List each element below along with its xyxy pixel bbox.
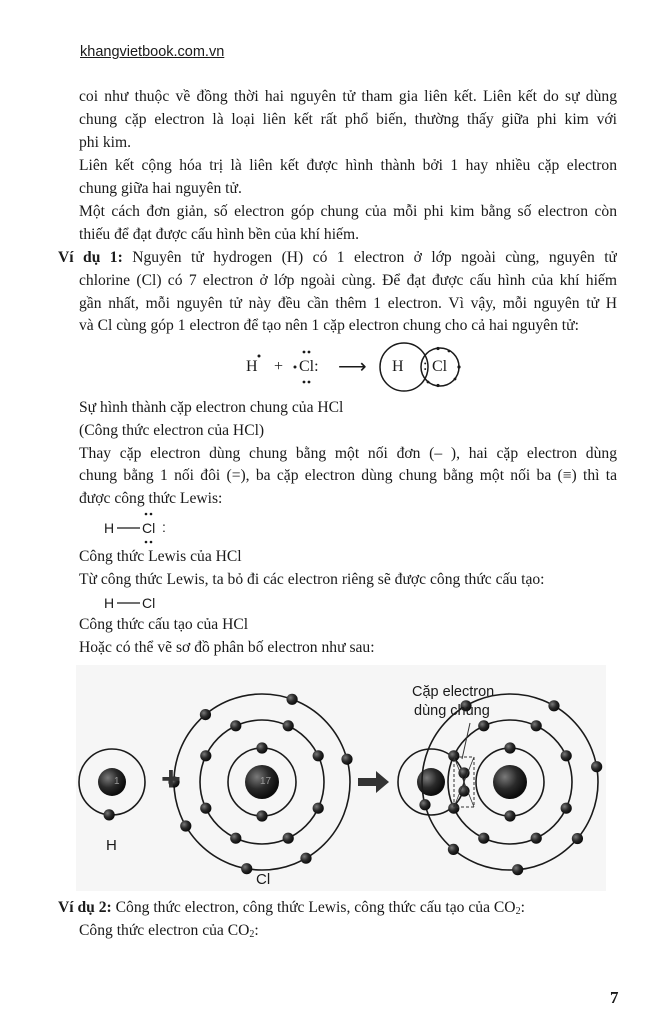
cl-valence-dot — [427, 381, 430, 384]
h-atom-label: H — [106, 837, 117, 854]
example-2-line-2 — [58, 920, 617, 943]
electron — [512, 864, 523, 875]
electron — [200, 709, 211, 720]
electron — [504, 810, 515, 821]
cl-valence-dot — [457, 365, 460, 368]
structural-h: H — [104, 595, 115, 611]
electron — [300, 853, 311, 864]
electron — [531, 833, 542, 844]
lewis-bottom-dot — [145, 541, 148, 544]
electron — [283, 720, 294, 731]
formula-plus: + — [274, 358, 284, 375]
electron — [313, 750, 324, 761]
electron — [548, 700, 559, 711]
bohr-diagram-svg — [76, 665, 606, 891]
electron — [561, 750, 572, 761]
arrow-icon — [358, 771, 389, 793]
text-line: Công thức electron, công thức Lewis, công thức cấu tạo của CO — [111, 899, 516, 916]
electron — [286, 694, 297, 705]
shared-pair-label-line2: dùng chung — [414, 703, 490, 719]
paragraph-2 — [79, 155, 617, 201]
example-1-label: Ví dụ 1: — [58, 249, 123, 266]
lewis-cl: Cl — [142, 520, 156, 536]
cl-valence-dot — [436, 384, 439, 387]
text-line: chung giữa hai nguyên tử. — [79, 179, 242, 197]
text-line: Liên kết cộng hóa trị là liên kết được hình thành bởi 1 hay nhiều cặp electron — [79, 157, 617, 174]
nucleus — [98, 768, 126, 796]
cl-left-dot — [294, 366, 297, 369]
example-2-line — [58, 897, 617, 920]
subscript: 2 — [249, 928, 255, 940]
paragraph-3 — [79, 201, 617, 247]
cl-bottom-dot — [303, 381, 306, 384]
text-line: Từ công thức Lewis, ta bỏ đi các electron riêng sẽ được công thức cấu tạo: — [79, 570, 545, 588]
example-1 — [58, 247, 617, 338]
electron — [256, 810, 267, 821]
electron — [504, 742, 515, 753]
formation-caption: Sự hình thành cặp electron chung của HCl — [79, 399, 344, 416]
lewis-h: H — [104, 520, 115, 536]
example-2-label: Ví dụ 2: — [58, 899, 112, 916]
lewis-top-dot — [145, 513, 148, 516]
electron — [561, 803, 572, 814]
text-line: Một cách đơn giản, số electron góp chung của mỗi phi kim bằng số electron còn — [79, 203, 617, 220]
nucleus — [493, 765, 527, 799]
shared-pair: : — [423, 357, 428, 374]
example-1-line — [58, 247, 617, 270]
text-line: Công thức electron của CO — [79, 921, 250, 939]
electron — [478, 720, 489, 731]
site-header[interactable]: khangvietbook.com.vn — [80, 44, 225, 60]
cl-top-dot — [303, 351, 306, 354]
cl-top-dot — [308, 351, 311, 354]
electron — [241, 863, 252, 874]
text-line: coi như thuộc về đồng thời hai nguyên tử tham gia liên kết. Liên kết do sự dùng — [79, 88, 617, 105]
formula-h: H — [246, 358, 258, 375]
page-number: 7 — [610, 988, 619, 1007]
electron — [478, 833, 489, 844]
captions-block-2 — [79, 546, 617, 592]
text-line: và Cl cùng góp 1 electron để tạo nên 1 cặp electron chung cho cả hai nguyên tử: — [79, 317, 579, 335]
text-line: thiếu để đạt được cấu hình bền của khí hiếm. — [79, 225, 359, 243]
cl-bottom-dot — [308, 381, 311, 384]
reaction-arrow: ⟶ — [338, 356, 367, 378]
cl-atom-label: Cl — [256, 871, 271, 888]
subscript: 2 — [515, 906, 521, 917]
product-h: H — [392, 358, 404, 375]
plus-sign: + — [161, 760, 181, 798]
cl-nucleus-number: 17 — [260, 776, 272, 787]
electron — [531, 720, 542, 731]
electron — [448, 844, 459, 855]
text-line: chlorine (Cl) có 7 electron ở lớp ngoài cùng. Để đạt được cấu hình của khí hiếm — [79, 271, 617, 289]
structural-cl: Cl — [142, 595, 156, 611]
electron — [256, 742, 267, 753]
electron — [200, 750, 211, 761]
text-line: Hoặc có thể vẽ sơ đồ phân bố electron như sau: — [79, 638, 375, 656]
text-line: Nguyên tử hydrogen (H) có 1 electron ở lớp ngoài cùng, nguyên tử — [122, 249, 617, 266]
electron-formula-hcl — [240, 341, 490, 393]
electron — [341, 754, 352, 765]
cl-valence-dot — [454, 378, 457, 381]
product-cl: Cl — [432, 358, 448, 375]
lewis-bottom-dot — [150, 541, 153, 544]
electron — [230, 833, 241, 844]
lewis-caption: Công thức Lewis của HCl — [79, 548, 242, 565]
electron — [591, 761, 602, 772]
captions-block — [79, 397, 617, 511]
text-tail: : — [254, 921, 259, 939]
electron — [419, 799, 430, 810]
paragraph-1 — [79, 86, 617, 154]
text-tail: : — [520, 899, 525, 916]
structural-caption: Công thức cấu tạo của HCl — [79, 616, 249, 633]
lewis-colon: : — [162, 519, 166, 535]
structural-formula-hcl — [104, 594, 184, 612]
electron — [572, 833, 583, 844]
electron — [104, 809, 115, 820]
text-line: gần nhất, mỗi nguyên tử này đều cần thêm 1 electron. Vì vậy, mỗi nguyên tử H — [79, 294, 617, 312]
shared-pair-label-line1: Cặp electron — [412, 684, 495, 700]
cl-valence-dot — [436, 347, 439, 350]
text-line: phi kim. — [79, 133, 131, 151]
electron — [180, 820, 191, 831]
electron — [313, 803, 324, 814]
lewis-formula-hcl — [104, 511, 204, 545]
cl-valence-dot — [448, 350, 451, 353]
electron-formula-caption: (Công thức electron của HCl) — [79, 421, 265, 439]
h-nucleus-number: 1 — [114, 776, 120, 787]
electron — [200, 803, 211, 814]
lewis-top-dot — [150, 513, 153, 516]
electron-distribution-diagram — [76, 665, 606, 891]
electron — [230, 720, 241, 731]
text-line: Thay cặp electron dùng chung bằng một nối đơn (– ), hai cặp electron dùng — [79, 444, 617, 462]
formula-cl: Cl: — [299, 358, 319, 375]
example-2 — [58, 897, 617, 943]
captions-block-3 — [79, 614, 617, 660]
text-line: chung bằng 1 nối đôi (=), ba cặp electron dùng chung bằng một nối ba (≡) thì ta — [79, 467, 617, 485]
shared-pair-label — [412, 683, 494, 721]
text-line: chung cặp electron là loại liên kết rất phổ biến, thường thấy giữa phi kim với — [79, 110, 617, 128]
text-line: được công thức Lewis: — [79, 490, 223, 508]
electron — [283, 833, 294, 844]
